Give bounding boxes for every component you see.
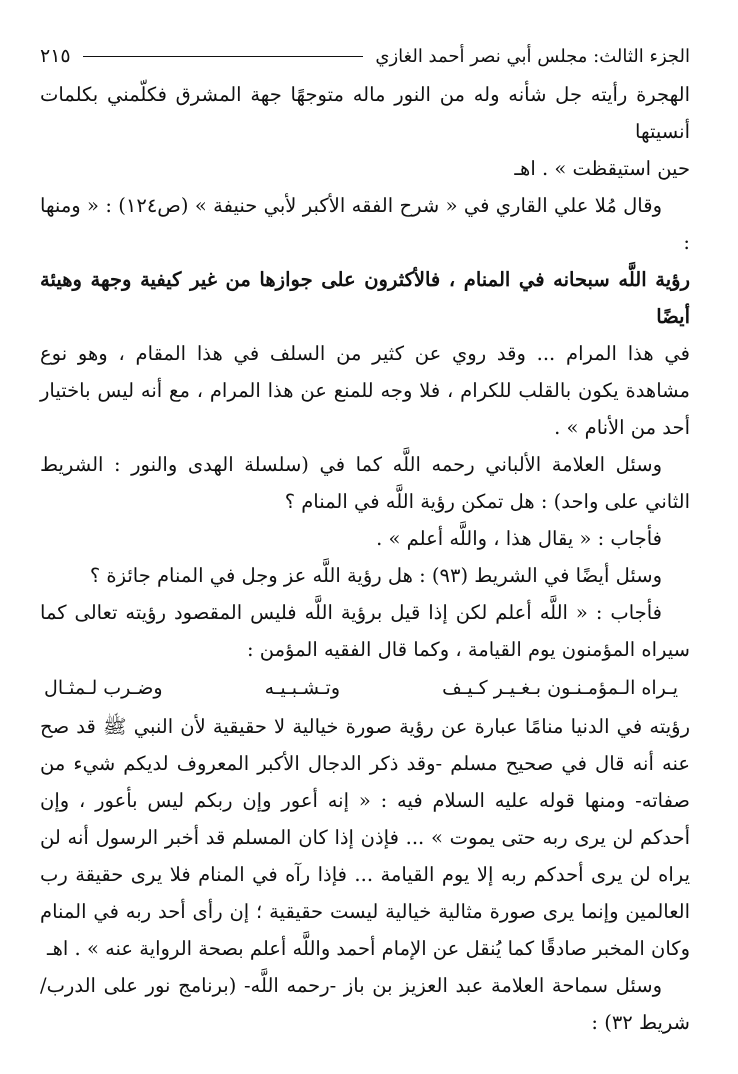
paragraph-5: وسئل أيضًا في الشريط (٩٣) : هل رؤية اللَّه عز وجل في المنام جائزة ؟ bbox=[89, 564, 662, 587]
poem-hemistich-1a: يـراه الـمؤمـنـون بـغـيـر كـيـف bbox=[442, 677, 678, 699]
paragraph-2-intro: وقال مُلا علي القاري في « شرح الفقه الأكبر لأبي حنيفة » (ص١٢٤) : « ومنها : bbox=[40, 194, 690, 254]
paragraph-7: رؤيته في الدنيا منامًا عبارة عن رؤية صورة خيالية لا حقيقية لأن النبي ﷺ قد صح عنه أنه قال في صحيح مسلم -وقد ذكر الدجال الأكبر المعروف لديكم شيء من صفاته- ومنها قوله عليه السلام فيه : « إنه أعور وإن ربكم ليس بأعور ، وإن أحدكم لن يرى ربه حتى يموت » ... فإذن إذا كان المسلم قد أخبر الرسول أنه لن يراه لن يرى أحدكم ربه إلا يوم القيامة ... فإذا رآه في المنام فلا يرى حقيقة رب العالمين وإنما يرى صورة مثالية خيالية ليست حقيقية ؛ إن رأى أحد ربه في المنام وكان المخبر صادقًا كما يُنقل عن الإمام أحمد واللَّه أعلم بصحة الرواية عنه » . اهـ bbox=[40, 715, 690, 960]
running-header bbox=[40, 38, 690, 74]
body-text bbox=[40, 76, 690, 1041]
paragraph-1-line-2: حين استيقظت » . اهـ bbox=[514, 157, 690, 180]
paragraph-1-line-1: الهجرة رأيته جل شأنه وله من النور ماله متوجهًا جهة المشرق فكلّمني بكلمات أنسيتها bbox=[40, 83, 690, 143]
paragraph-8: وسئل سماحة العلامة عبد العزيز بن باز -رحمه اللَّه- (برنامج نور على الدرب/ شريط ٣٢) : bbox=[40, 974, 690, 1034]
paragraph-2-rest: في هذا المرام ... وقد روي عن كثير من السلف في هذا المقام ، وهو نوع مشاهدة يكون بالقلب للكرام ، فلا وجه للمنع عن هذا المرام ، مع أنه ليس باختيار أحد من الأنام » . bbox=[40, 342, 690, 439]
paragraph-3: وسئل العلامة الألباني رحمه اللَّه كما في (سلسلة الهدى والنور : الشريط الثاني على واحد) : هل تمكن رؤية اللَّه في المنام ؟ bbox=[40, 453, 690, 513]
poem-hemistich-2: وضـرب لـمثـال bbox=[44, 677, 163, 699]
poem-hemistich-1b: وتـشـبـيـه bbox=[264, 677, 340, 699]
paragraph-4: فأجاب : « يقال هذا ، واللَّه أعلم » . bbox=[376, 527, 662, 550]
header-rule bbox=[83, 56, 364, 57]
paragraph-6: فأجاب : « اللَّه أعلم لكن إذا قيل برؤية اللَّه فليس المقصود رؤيته تعالى كما سيراه المؤمنون يوم القيامة ، وكما قال الفقيه المؤمن : bbox=[40, 601, 690, 661]
header-title: الجزء الثالث: مجلس أبي نصر أحمد الغازي bbox=[375, 45, 690, 67]
paragraph-2-bold: رؤية اللَّه سبحانه في المنام ، فالأكثرون على جوازها من غير كيفية وجهة وهيئة أيضًا bbox=[40, 268, 690, 328]
book-page bbox=[40, 38, 690, 1041]
page-number: ٢١٥ bbox=[40, 45, 71, 67]
poem-verse bbox=[40, 668, 690, 708]
